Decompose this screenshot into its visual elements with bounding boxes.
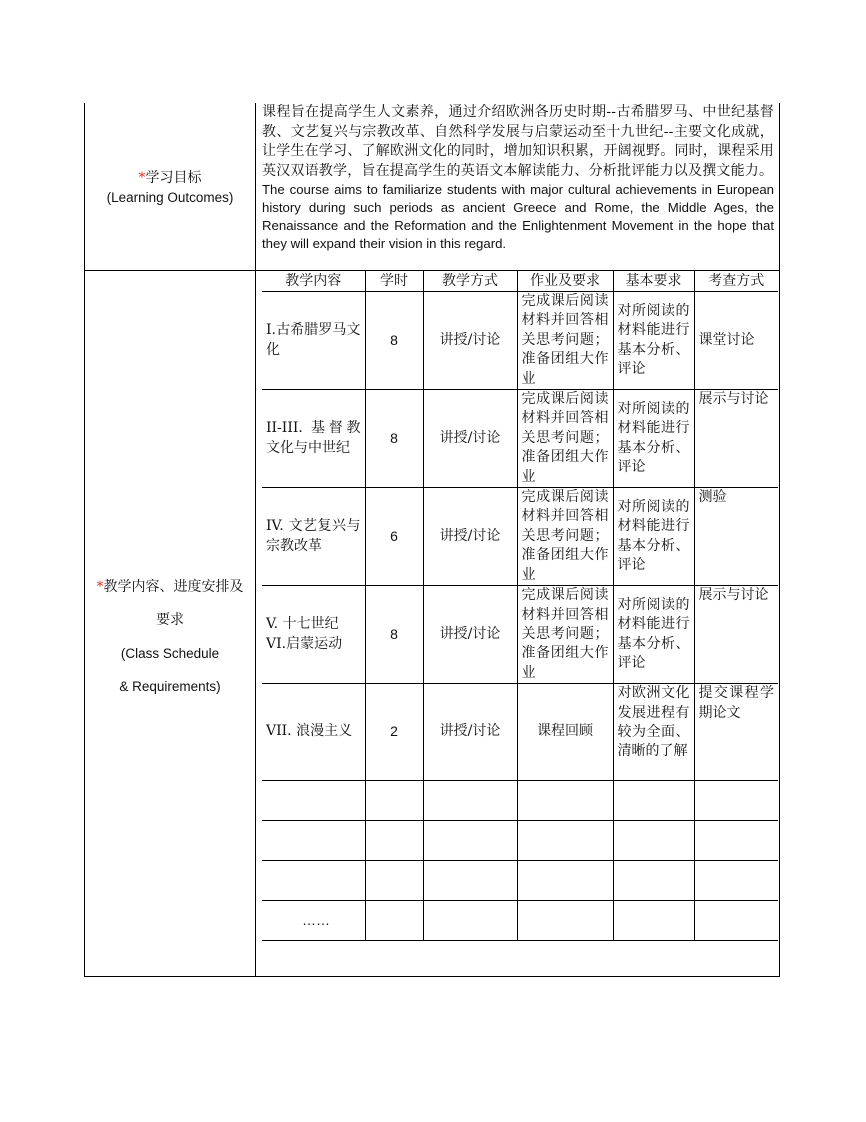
frame-left: [84, 103, 85, 977]
empty-cell: [517, 821, 613, 861]
learning-outcomes-label-en: (Learning Outcomes): [106, 190, 234, 205]
empty-cell: [365, 861, 423, 901]
cell-ellipsis: ……: [262, 901, 365, 941]
cell-basic-requirement: 对欧洲文化发展进程有较为全面、清晰的了解: [613, 684, 694, 781]
cell-basic-requirement: 对所阅读的材料能进行基本分析、评论: [613, 390, 694, 488]
empty-cell: [694, 861, 778, 901]
empty-cell: [423, 861, 517, 901]
frame-right: [779, 103, 780, 977]
empty-cell: [262, 781, 365, 821]
table-row-empty: [262, 781, 778, 821]
cell-assignment: 完成课后阅读材料并回答相关思考问题；准备团组大作业: [517, 390, 613, 488]
cell-assessment: 提交课程学期论文: [694, 684, 778, 781]
empty-cell: [694, 781, 778, 821]
cell-assessment: 课堂讨论: [694, 292, 778, 390]
table-row: [262, 684, 778, 781]
cell-method: 讲授/讨论: [423, 684, 517, 781]
learning-outcomes-text-zh: 课程旨在提高学生人文素养，通过介绍欧洲各历史时期--古希腊罗马、中世纪基督教、文艺复兴与宗教改革、自然科学发展与启蒙运动至十九世纪--主要文化成就，让学生在学习、了解欧洲文化的同时，增加知识积累，开阔视野。同时，课程采用英汉双语教学，旨在提高学生的英语文本解读能力、分析批评能力以及撰文能力。: [262, 104, 774, 179]
learning-outcomes-label-zh: 学习目标: [145, 170, 202, 186]
required-asterisk: *: [138, 170, 146, 186]
empty-cell: [613, 781, 694, 821]
cell-assessment: 展示与讨论: [694, 390, 778, 488]
empty-cell: [613, 821, 694, 861]
empty-cell: [694, 821, 778, 861]
cell-method: 讲授/讨论: [423, 390, 517, 488]
table-row: [262, 390, 778, 488]
schedule-label-en-1: (Class Schedule: [120, 646, 220, 661]
schedule-label-zh-1: 教学内容、进度安排及: [103, 579, 244, 595]
cell-hours: 8: [365, 390, 423, 488]
required-asterisk: *: [96, 579, 104, 595]
empty-cell: [517, 901, 613, 941]
cell-content: [262, 586, 365, 684]
schedule-table: [262, 271, 778, 941]
cell-assessment: 测验: [694, 488, 778, 586]
cell-content: VII. 浪漫主义: [262, 684, 365, 781]
empty-cell: [423, 821, 517, 861]
header-assignment: 作业及要求: [517, 271, 613, 292]
table-row-empty: [262, 861, 778, 901]
table-row-empty: [262, 821, 778, 861]
cell-method: 讲授/讨论: [423, 292, 517, 390]
cell-method: 讲授/讨论: [423, 488, 517, 586]
table-row: [262, 586, 778, 684]
schedule-label-zh-2: 要求: [156, 612, 184, 628]
header-method: 教学方式: [423, 271, 517, 292]
table-row: [262, 488, 778, 586]
cell-basic-requirement: 对所阅读的材料能进行基本分析、评论: [613, 292, 694, 390]
header-content: 教学内容: [262, 271, 365, 292]
header-basic-requirement: 基本要求: [613, 271, 694, 292]
schedule-label-en-2: & Requirements): [119, 679, 221, 694]
empty-cell: [613, 861, 694, 901]
cell-hours: 8: [365, 586, 423, 684]
empty-cell: [365, 781, 423, 821]
empty-cell: [365, 821, 423, 861]
empty-cell: [423, 901, 517, 941]
empty-cell: [517, 861, 613, 901]
learning-outcomes-text: [262, 103, 774, 253]
table-row-empty: [262, 901, 778, 941]
schedule-label: [86, 571, 254, 703]
cell-basic-requirement: 对所阅读的材料能进行基本分析、评论: [613, 586, 694, 684]
frame-divider: [255, 103, 256, 977]
cell-assignment: 完成课后阅读材料并回答相关思考问题；准备团组大作业: [517, 292, 613, 390]
table-header-row: [262, 271, 778, 292]
empty-cell: [694, 901, 778, 941]
table-row: [262, 292, 778, 390]
empty-cell: [423, 781, 517, 821]
frame-bottom: [84, 976, 780, 977]
header-hours: 学时: [365, 271, 423, 292]
learning-outcomes-text-en: The course aims to familiarize students with major cultural achievements in European history during such periods as ancient Greece and Rome, the Middle Ages, the Renaissance and the Reformation and the Enlightenment Movement in the hope that they will expand their vision in this regard.: [262, 182, 774, 251]
cell-content: II-III. 基督教文化与中世纪: [262, 390, 365, 488]
cell-assignment: 课程回顾: [517, 684, 613, 781]
cell-hours: 6: [365, 488, 423, 586]
cell-content: IV. 文艺复兴与宗教改革: [262, 488, 365, 586]
cell-hours: 8: [365, 292, 423, 390]
cell-content-line-2: VI.启蒙运动: [266, 635, 343, 652]
cell-basic-requirement: 对所阅读的材料能进行基本分析、评论: [613, 488, 694, 586]
cell-assignment: 完成课后阅读材料并回答相关思考问题；准备团组大作业: [517, 488, 613, 586]
cell-content: I.古希腊罗马文化: [262, 292, 365, 390]
header-assessment: 考查方式: [694, 271, 778, 292]
cell-assignment: 完成课后阅读材料并回答相关思考问题；准备团组大作业: [517, 586, 613, 684]
empty-cell: [613, 901, 694, 941]
cell-hours: 2: [365, 684, 423, 781]
cell-method: 讲授/讨论: [423, 586, 517, 684]
cell-assessment: 展示与讨论: [694, 586, 778, 684]
empty-cell: [365, 901, 423, 941]
cell-content-line-1: V. 十七世纪: [266, 616, 339, 633]
learning-outcomes-label: [86, 168, 254, 208]
empty-cell: [262, 821, 365, 861]
empty-cell: [517, 781, 613, 821]
empty-cell: [262, 861, 365, 901]
